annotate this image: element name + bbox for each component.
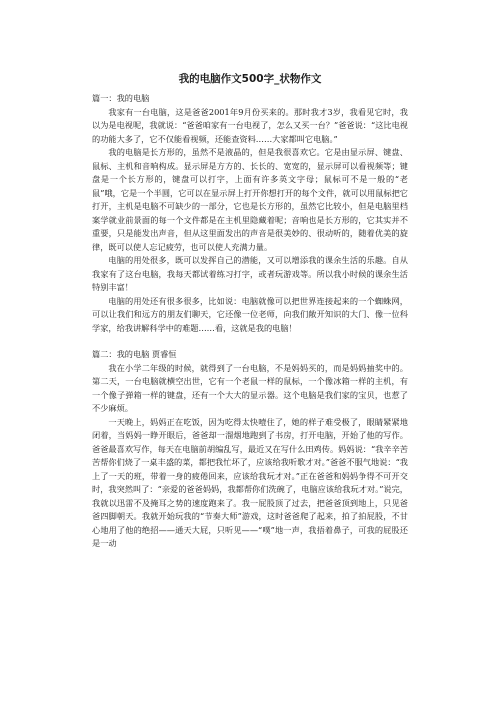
- section-heading: 篇二：我的电脑 贾睿恒: [92, 349, 177, 359]
- section-heading: 篇一：我的电脑: [92, 93, 150, 103]
- essay-section-1: [92, 92, 408, 335]
- paragraph: 我在小学二年级的时候，就得到了一台电脑，不是妈妈买的，而是妈妈抽奖中的。第二天，一台电脑就横空出世，它有一个老鼠一样的鼠标，一个像冰箱一样的主机，有一个像子弹箱一样的键盘，还有一个大大的显示器。这个电脑是我们家的宝贝，也惹了不少麻烦。: [92, 362, 408, 413]
- paragraph: 我家有一台电脑，这是爸爸2001年9月份买来的。那时我才3岁，我看见它时，我以为是电视呢，我就说：“爸爸咱家有一台电视了，怎么又买一台？”爸爸说：“这比电视的功能大多了，它不仅能看视频，还能查资料……大家都叫它电脑。”: [92, 106, 408, 144]
- document-page: [92, 72, 408, 551]
- paragraph: 一天晚上，妈妈正在吃饭，因为吃得太快噎住了，她的样子难受极了，眼睛紧紧地闭着，当妈妈一睁开眼后，爸爸却一溜烟地跑到了书房，打开电脑，开始了他的写作。爸爸最喜欢写作，每天在电脑前胡编乱写，最近又在写什么田鸡传。妈妈说：“我辛辛苦苦帮你们烧了一桌丰盛的菜，都把我忙坏了，应该给我听歌才对。”爸爸不服气地说：“我上了一天的班，带着一身的疲倦回来，应该给我玩才对。”正在爸爸和妈妈争得不可开交时，我突然叫了：“亲爱的爸爸妈妈，我都帮你们洗碗了，电脑应该给我玩才对。”说完，我就以迅雷不及掩耳之势的速度跑来了。我一屁股顶了过去，把爸爸顶到地上，只见爸爸四脚朝天。我就开始玩我的“节奏大师”游戏，这时爸爸爬了起来，拍了拍屁股，不甘心地用了他的绝招——通天大屁，只听见——“噗”地一声，我捂着鼻子，可我的屁股还是一动: [92, 416, 408, 548]
- paragraph: 电脑的用处很多，既可以发挥自己的潜能，又可以增添我的课余生活的乐趣。自从我家有了这台电脑，我每天都试着练习打字，或者玩游戏等。所以我小时候的课余生活特别丰富！: [92, 255, 408, 292]
- essay-section-2: [92, 348, 408, 551]
- paragraph: 我的电脑是长方形的，虽然不是液晶的，但是我很喜欢它。它是由显示屏、键盘、鼠标、主机和音响构成。显示屏是方方的、长长的、宽宽的，显示屏可以看视频等；键盘是一个长方形的，键盘可以打字，上面有许多英文字母；鼠标可不是一般的“老鼠”哦，它是一个半圆，它可以在显示屏上打开你想打开的每个文件，就可以用鼠标把它打开，主机是电脑不可缺少的一部分，它也是长方形的，虽然它比较小，但是电脑里档案学就业前景面的每一个文件都是在主机里隐藏着呢；音响也是长方形的，它其实并不重要，只是能发出声音，但从这里面发出的声音是很美妙的、很动听的，随着优美的旋律，既可以使人忘记疲劳，也可以使人充满力量。: [92, 147, 408, 252]
- document-title: 我的电脑作文500字_状物作文: [178, 73, 322, 85]
- paragraph: 电脑的用处还有很多很多，比如说：电脑就像可以把世界连接起来的一个蜘蛛网，可以让我们和远方的朋友们聊天，它还像一位老师，向我们敞开知识的大门、像一位科学家，给我讲解科学中的难题……看，这就是我的电脑！: [92, 295, 408, 333]
- section-spacer: [92, 335, 408, 348]
